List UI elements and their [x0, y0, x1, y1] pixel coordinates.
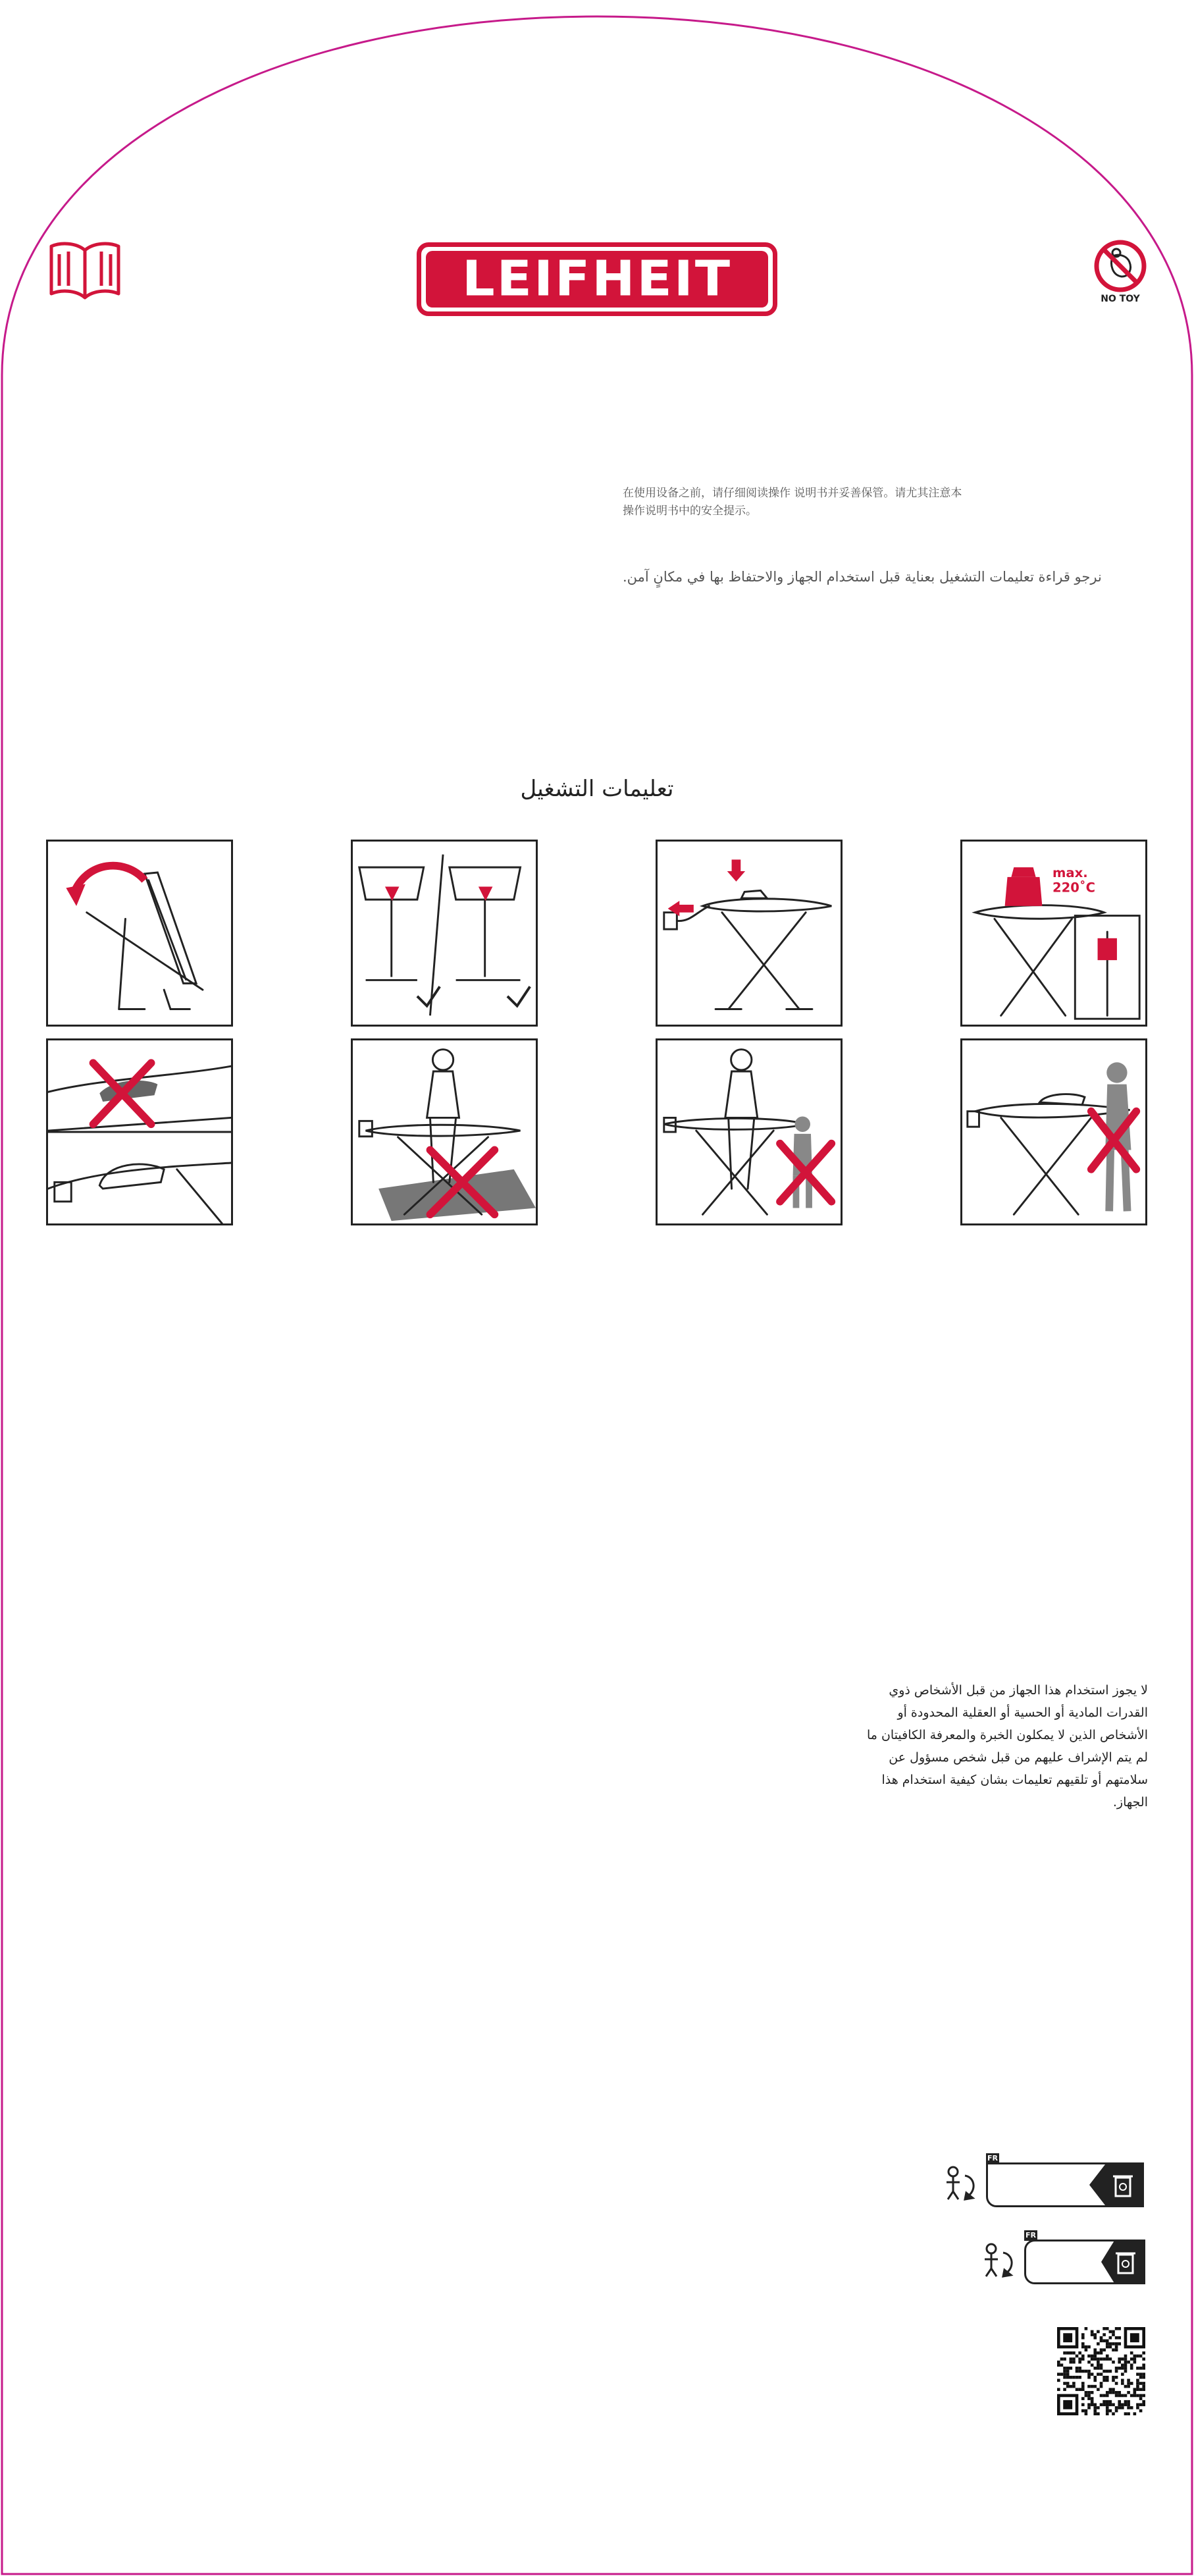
lock-legs-illustration	[351, 840, 538, 1027]
brand-logo	[417, 242, 777, 316]
safety-warning-line: لم يتم الإشراف عليهم من قبل شخص مسؤول عن	[889, 1750, 1148, 1765]
intro-chinese-line: 操作说明书中的安全提示。	[623, 504, 757, 518]
recycling-badge-label: FR	[1024, 2230, 1037, 2241]
no-toy-label: NO TOY	[1101, 294, 1140, 304]
safety-warning-line: الأشخاص الذين لا يمكلون الخبرة والمعرفة الكافيتان ما	[866, 1728, 1148, 1742]
no-toy-icon	[1093, 238, 1148, 294]
safety-warning-line: الجهاز.	[1112, 1795, 1148, 1810]
recycling-label-box	[986, 2162, 1144, 2207]
intro-chinese-line: 在使用设备之前，请仔细阅读操作 说明书并妥善保管。请尤其注意本	[623, 487, 962, 500]
safety-warning-line: القدرات المادية أو الحسية أو العقلية المحدودة أو	[897, 1705, 1148, 1720]
safety-warning-line: لا يجوز استخدام هذا الجهاز من قبل الأشخاص ذوي	[889, 1683, 1148, 1698]
recycle-triman-icon	[978, 2240, 1018, 2279]
brand-logo-text: LEIFHEIT	[461, 251, 733, 308]
recycling-block	[940, 2153, 1148, 2213]
recycle-bin-icon	[1113, 2172, 1133, 2199]
iron-rest-warning-illustration	[46, 1038, 233, 1225]
intro-chinese	[623, 485, 1044, 520]
intro-arabic: نرجو قراءة تعليمات التشغيل بعناية قبل استخدام الجهاز والاحتفاظ بها في مكانٍ آمن.	[623, 569, 1102, 585]
recycling-label-box	[1024, 2240, 1145, 2284]
max-temp-value: 220˚C	[1052, 880, 1096, 896]
max-temperature-illustration	[960, 840, 1147, 1027]
safety-warning	[856, 1679, 1148, 1813]
recycling-block	[978, 2230, 1148, 2290]
recycle-bin-icon	[1116, 2249, 1135, 2276]
fold-board-illustration	[46, 840, 233, 1027]
uneven-floor-warning-illustration	[351, 1038, 538, 1225]
safety-warning-line: سلامتهم أو تلقيهم تعليمات بشان كيفية استخدام هذا	[881, 1773, 1148, 1787]
no-sitting-warning-illustration	[960, 1038, 1147, 1225]
qr-code	[1057, 2327, 1145, 2415]
open-book-icon	[46, 238, 124, 304]
no-toy-badge	[1093, 238, 1148, 304]
child-warning-illustration	[656, 1038, 843, 1225]
recycling-badge-label: FR	[986, 2153, 999, 2164]
recycle-triman-icon	[940, 2162, 979, 2202]
max-temp-label: max.	[1052, 865, 1088, 880]
section-title: تعليمات التشغيل	[520, 776, 674, 802]
socket-and-iron-rest-illustration	[656, 840, 843, 1027]
